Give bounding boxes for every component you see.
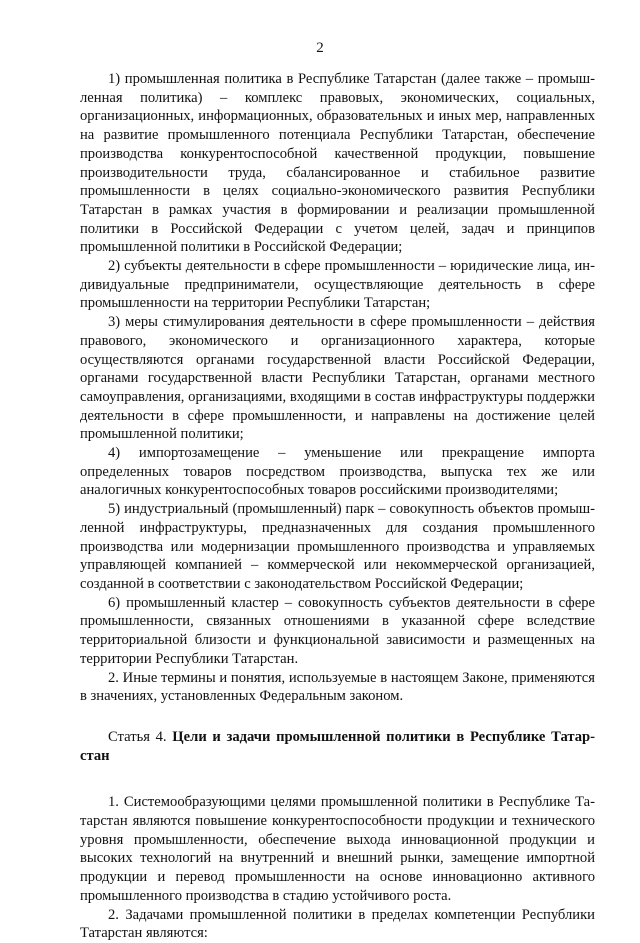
definition-paragraph-6: 6) промышленный кластер – совокупность субъектов деятельности в сфере промышленности, связанных отношениями в указанной сфере вследствие территориальной близости и функциональной зависимости и размещенных на территории Республики Татарстан. [80,594,595,667]
definition-paragraph-2: 2) субъекты деятельности в сфере промышленности – юридические лица, индивидуальные предприниматели, осуществляющие деятельность в сфере промышленности на территории Республики Татарстан; [80,258,595,312]
goals-paragraph: 1. Системообразующими целями промышленной политики в Республике Татарстан являются повышение конкурентоспособности продукции и технического уровня промышленности, обеспечение выхода инновационной продукции и высоких технологий на внутренний и внешний рынки, замещение импортной продукции и перевод промышленности на основе инновационно активного промышленного производства в стадию устойчивого роста. [80,794,595,904]
definition-paragraph-3: 3) меры стимулирования деятельности в сфере промышленности – действия правового, экономического и организационного характера, которые осуществляются органами государственной власти Российской Федерации, органами государственной власти Республики Татарстан, органами местного самоуправления, организациями, входящими в состав инфраструктуры поддержки деятельности в сфере промышленности, и направлены на достижение целей промышленной политики; [80,314,595,443]
terms-paragraph: 2. Иные термины и понятия, используемые в настоящем Законе, применяются в значениях, установленных Федеральным законом. [80,669,595,705]
article-heading [80,728,595,765]
page-number: 2 [316,40,324,56]
article-title: Цели и задачи промышленной политики в Республике Татарстан [80,728,595,764]
article-prefix: Статья 4. [108,728,167,745]
definition-paragraph-5: 5) индустриальный (промышленный) парк – совокупность объектов промышленной инфраструктуры, предназначенных для создания промышленного производства или модернизации промышленного производства и управляемых управляющей компанией – коммерческой или некоммерческой организацией, созданной в соответствии с законодательством Российской Федерации; [80,501,595,592]
spacer [80,765,595,793]
definition-paragraph-4: 4) импортозамещение – уменьшение или прекращение импорта определенных товаров посредством производства, выпуска тех же или аналогичных конкурентоспособных товаров российскими производителями; [80,445,595,499]
tasks-paragraph: 2. Задачами промышленной политики в пределах компетенции Республики Татарстан являются: [80,906,595,942]
document-body [80,70,595,943]
definition-paragraph-1: 1) промышленная политика в Республике Татарстан (далее также – промышленная политика) – комплекс правовых, экономических, социальных, организационных, информационных, образовательных и иных мер, направленных на развитие промышленного потенциала Республики Татарстан, обеспечение производства конкурентоспособной качественной продукции, повышение производительности труда, сбалансированное и стабильное развитие промышленности в целях социально-экономического развития Республики Татарстан в рамках участия в формировании и реализации промышленной политики в Российской Федерации с учетом целей, задач и принципов промышленной политики в Российской Федерации; [80,71,595,256]
